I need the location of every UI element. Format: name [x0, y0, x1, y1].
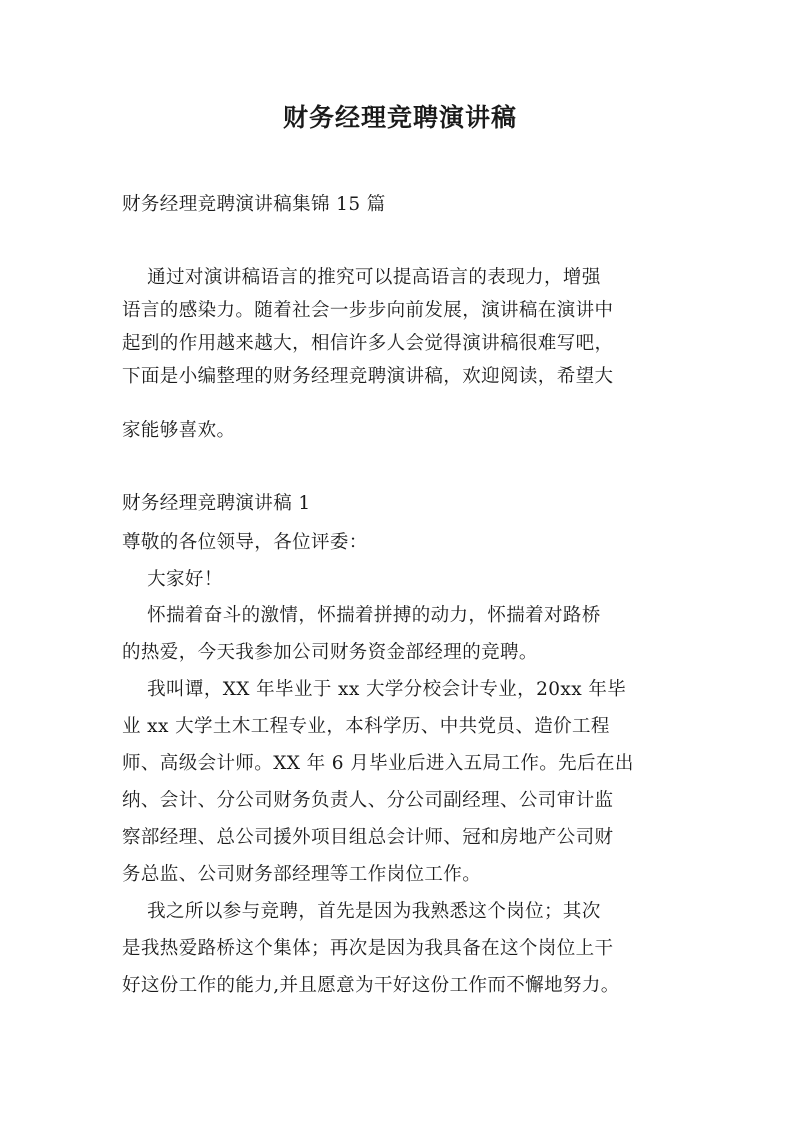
body-line: 务总监、公司财务部经理等工作岗位工作。	[122, 864, 482, 885]
intro-line: 通过对演讲稿语言的推究可以提高语言的表现力，增强	[122, 267, 601, 288]
body-line: 是我热爱路桥这个集体；再次是因为我具备在这个岗位上干	[122, 938, 614, 959]
intro-line: 语言的感染力。随着社会一步步向前发展，演讲稿在演讲中	[122, 300, 614, 321]
body-line: 怀揣着奋斗的激情，怀揣着拼搏的动力，怀揣着对路桥	[122, 605, 601, 626]
greeting: 大家好！	[122, 569, 223, 590]
body-line: 的热爱，今天我参加公司财务资金部经理的竞聘。	[122, 642, 538, 663]
body-line: 好这份工作的能力,并且愿意为干好这份工作而不懈地努力。	[122, 975, 620, 996]
intro-line: 下面是小编整理的财务经理竞聘演讲稿，欢迎阅读，希望大	[122, 366, 614, 387]
section-heading: 财务经理竞聘演讲稿 1	[122, 493, 311, 514]
body-line: 我之所以参与竞聘，首先是因为我熟悉这个岗位；其次	[122, 901, 601, 922]
document-subtitle: 财务经理竞聘演讲稿集锦 15 篇	[122, 194, 386, 215]
salutation: 尊敬的各位领导，各位评委：	[122, 532, 368, 553]
body-line: 察部经理、总公司援外项目组总会计师、冠和房地产公司财	[122, 827, 614, 848]
body-line: 我叫谭，XX 年毕业于 xx 大学分校会计专业，20xx 年毕	[122, 679, 627, 700]
body-line: 师、高级会计师。XX 年 6 月毕业后进入五局工作。先后在出	[122, 753, 634, 774]
document-title: 财务经理竞聘演讲稿	[282, 103, 517, 132]
intro-line: 起到的作用越来越大，相信许多人会觉得演讲稿很难写吧，	[122, 333, 614, 354]
intro-line: 家能够喜欢。	[122, 420, 236, 441]
body-line: 业 xx 大学土木工程专业，本科学历、中共党员、造价工程	[122, 716, 610, 737]
body-line: 纳、会计、分公司财务负责人、分公司副经理、公司审计监	[122, 790, 614, 811]
